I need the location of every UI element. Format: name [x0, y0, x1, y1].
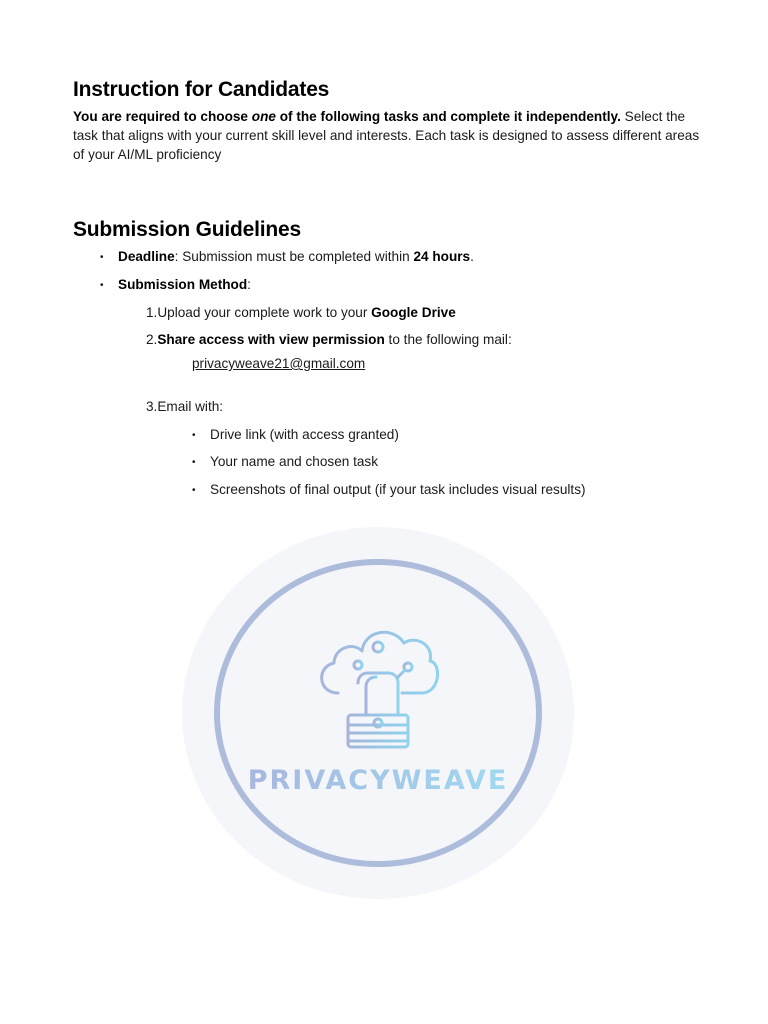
instructions-heading: Instruction for Candidates [73, 78, 330, 101]
deadline-value: 24 hours [413, 249, 471, 264]
email-link[interactable]: privacyweave21@gmail.com [192, 356, 366, 371]
deadline-item [118, 249, 474, 264]
instructions-rest: Select the task that aligns with your current skill level and interests. Each task is designed to assess different areas of your AI/ML proficiency [73, 109, 700, 162]
step-1-bold: Google Drive [371, 305, 456, 320]
step-1-number: 1. [146, 305, 158, 320]
method-label: Submission Method [118, 277, 248, 292]
step-1 [146, 305, 456, 320]
deadline-end: . [470, 249, 474, 264]
method-end: : [247, 277, 251, 292]
email-item: Screenshots of final output (if your task includes visual results) [210, 482, 586, 497]
instructions-paragraph [73, 107, 703, 164]
step-3-text: Email with: [157, 399, 224, 414]
step-1-text: Upload your complete work to your [157, 305, 372, 320]
logo-background [182, 527, 574, 899]
step-2 [146, 332, 512, 347]
submission-heading: Submission Guidelines [73, 218, 302, 241]
bullet-marker: • [192, 430, 196, 441]
instructions-bold-2: of the following tasks and complete it independently. [275, 109, 621, 124]
step-3 [146, 399, 223, 414]
email-item: Your name and chosen task [210, 454, 379, 469]
step-2-bold: Share access with view permission [157, 332, 385, 347]
bullet-marker: • [192, 485, 196, 496]
step-3-number: 3. [146, 399, 158, 414]
privacyweave-logo [182, 527, 574, 899]
method-item [118, 277, 251, 292]
logo-text: PRIVACYWEAVE [247, 765, 509, 796]
bullet-marker: • [192, 457, 196, 468]
deadline-text: : Submission must be completed within [174, 249, 414, 264]
email-item: Drive link (with access granted) [210, 427, 399, 442]
instructions-italic: one [251, 109, 276, 124]
bullet-marker: • [100, 252, 104, 263]
step-2-text: to the following mail: [384, 332, 512, 347]
instructions-bold-1: You are required to choose [73, 109, 252, 124]
deadline-label: Deadline [118, 249, 175, 264]
step-2-number: 2. [146, 332, 158, 347]
email-link-wrapper [192, 356, 365, 371]
bullet-marker: • [100, 280, 104, 291]
